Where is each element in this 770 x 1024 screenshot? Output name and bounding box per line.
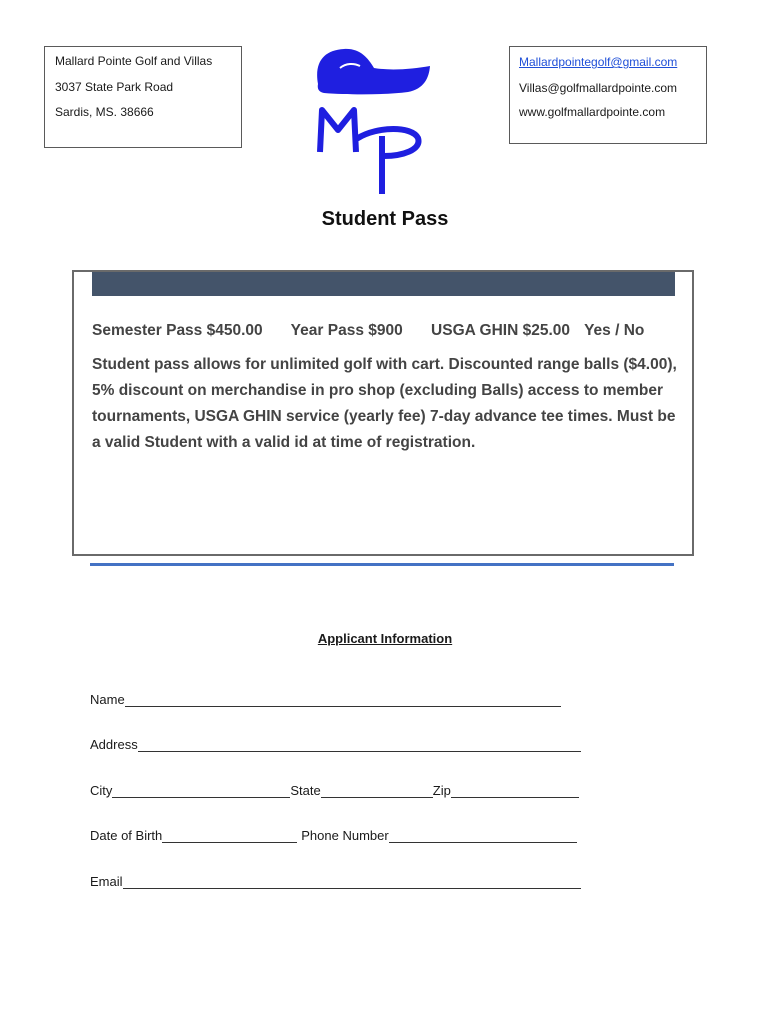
- zip-blank[interactable]: [451, 783, 579, 798]
- email-link[interactable]: Mallardpointegolf@gmail.com: [519, 55, 678, 69]
- mp-logo: [308, 44, 438, 198]
- city-state-zip-field: [90, 783, 579, 798]
- ghin-price: USGA GHIN $25.00: [431, 322, 571, 339]
- header-bar: [92, 272, 675, 296]
- dob-blank[interactable]: [162, 828, 297, 843]
- pass-description: Student pass allows for unlimited golf with cart. Discounted range balls ($4.00), 5% discount on merchandise in pro shop (excluding Balls) access to member tournaments, USGA GHIN service (yearly fee) 7-day advance tee times. Must be a valid Student with a valid id at time of registration.: [92, 356, 677, 451]
- state-label: State: [290, 783, 321, 798]
- address-box: [44, 46, 242, 148]
- yes-no-option: Yes / No: [584, 322, 645, 339]
- page-title: Student Pass: [321, 208, 449, 230]
- name-field: [90, 692, 561, 707]
- name-blank[interactable]: [125, 692, 561, 707]
- contact-box: [509, 46, 707, 144]
- dob-label: Date of Birth: [90, 828, 163, 843]
- email-field: [90, 874, 581, 889]
- semester-price: Semester Pass $450.00: [92, 322, 263, 339]
- address-field: [90, 737, 581, 752]
- company-name: Mallard Pointe Golf and Villas: [55, 54, 213, 68]
- street-address: 3037 State Park Road: [55, 80, 174, 94]
- website: www.golfmallardpointe.com: [519, 105, 666, 119]
- city-label: City: [90, 783, 113, 798]
- address-label: Address: [90, 737, 138, 752]
- section-heading: Applicant Information: [317, 631, 453, 646]
- pass-details-box: [72, 270, 694, 556]
- phone-label: Phone Number: [301, 828, 389, 843]
- email-blank[interactable]: [123, 874, 581, 889]
- year-price: Year Pass $900: [290, 322, 403, 339]
- price-line: [92, 322, 668, 340]
- city-blank[interactable]: [112, 783, 290, 798]
- phone-blank[interactable]: [389, 828, 577, 843]
- villas-email: Villas@golfmallardpointe.com: [519, 81, 678, 95]
- name-label: Name: [90, 692, 125, 707]
- state-blank[interactable]: [321, 783, 433, 798]
- divider: [90, 563, 674, 566]
- city-address: Sardis, MS. 38666: [55, 105, 154, 119]
- email-label: Email: [90, 874, 123, 889]
- address-blank[interactable]: [138, 737, 581, 752]
- zip-label: Zip: [432, 783, 451, 798]
- dob-phone-field: [90, 828, 577, 843]
